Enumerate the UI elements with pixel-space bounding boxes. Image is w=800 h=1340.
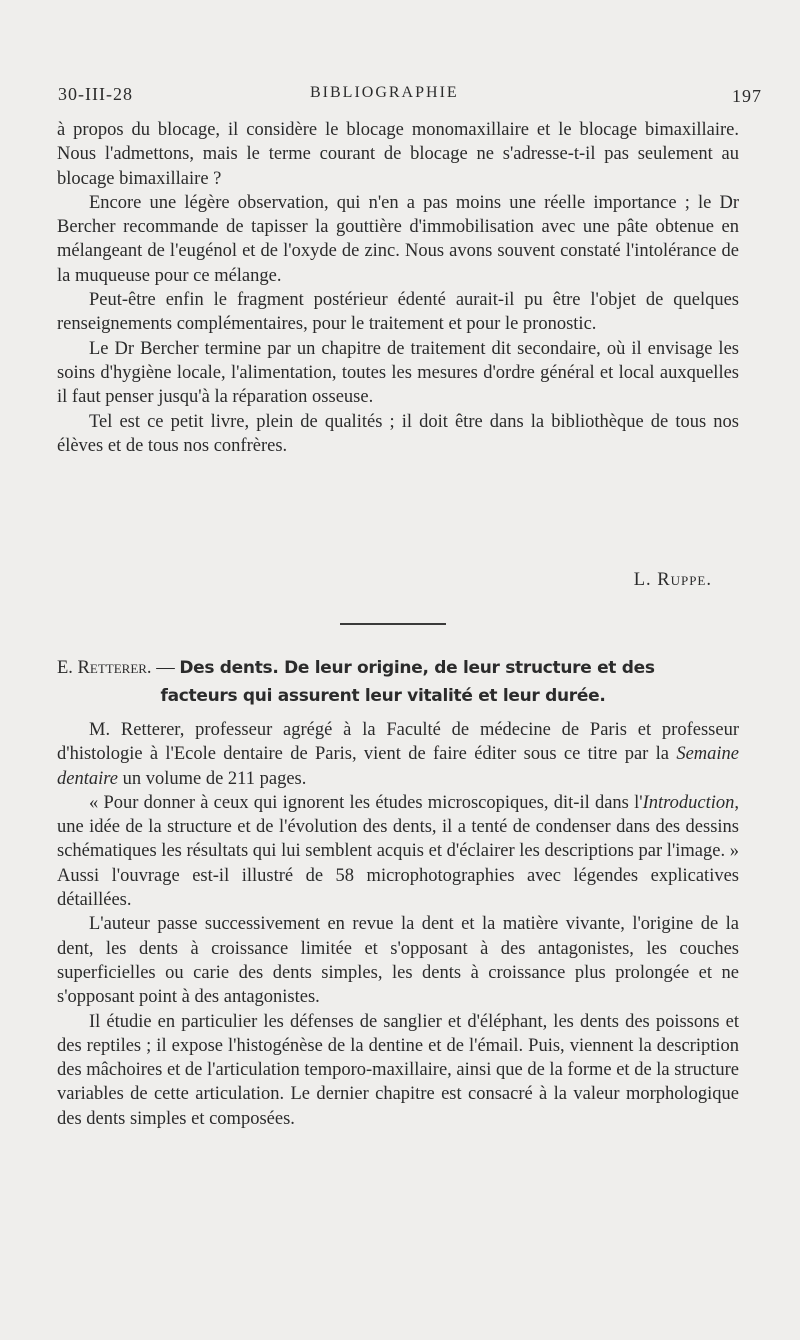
section-title: BIBLIOGRAPHIE — [310, 84, 459, 101]
article-author: E. Retterer. — [57, 658, 152, 678]
text-run: M. Retterer, professeur agrégé à la Faculté de médecine de Paris et professeur d'histologie à l'Ecole dentaire de Paris, vient de faire éditer sous ce titre par la — [57, 720, 739, 765]
paragraph: Il étudie en particulier les défenses de sanglier et d'éléphant, les dents des poissons et des reptiles ; il expose l'histogénèse de la dentine et de l'émail. Puis, viennent la description des mâchoires et de l'articulation temporo-maxillaire, ainsi que de la forme et de la structure variables de cette articulation. Le dernier chapitre est consacré à la valeur morphologique des dents simples et composées. — [57, 1011, 739, 1129]
heading-dash: — — [151, 658, 180, 678]
paragraph: Tel est ce petit livre, plein de qualités ; il doit être dans la bibliothèque de tous nos élèves et de tous nos confrères. — [57, 411, 739, 456]
review-continuation — [57, 118, 739, 458]
paragraph: Peut-être enfin le fragment postérieur édenté aurait-il pu être l'objet de quelques renseignements complémentaires, pour le traitement et pour le pronostic. — [57, 290, 739, 335]
article-title-line1: Des dents. De leur origine, de leur structure et des — [179, 658, 655, 678]
paragraph — [57, 791, 739, 912]
paragraph: à propos du blocage, il considère le blocage monomaxillaire et le blocage bimaxillaire. Nous l'admettons, mais le terme courant de blocage ne s'adresse-t-il pas seulement au blocage bimaxillaire ? — [57, 120, 739, 189]
running-header — [58, 84, 762, 114]
article-heading — [57, 654, 739, 710]
review-signature: L. Ruppe. — [633, 570, 712, 590]
article-body — [57, 718, 739, 1131]
paragraph: Le Dr Bercher termine par un chapitre de traitement dit secondaire, où il envisage les soins d'hygiène locale, l'alimentation, toutes les mesures d'ordre général et local auxquelles il faut penser jusqu'à la réparation osseuse. — [57, 338, 739, 408]
text-run: un volume de 211 pages. — [117, 768, 307, 789]
paragraph: Encore une légère observation, qui n'en a pas moins une réelle importance ; le Dr Bercher recommande de tapisser la gouttière d'immobilisation avec une pâte obtenue en mélangeant de l'eugénol et de l'oxyde de zinc. Nous avons souvent constaté l'intolérance de la muqueuse pour ce mélange. — [57, 192, 739, 286]
page-number: 197 — [732, 86, 762, 106]
journal-title: Semaine dentaire — [57, 744, 739, 789]
article-title-line2: facteurs qui assurent leur vitalité et leur durée. — [160, 686, 606, 706]
issue-date: 30-III-28 — [58, 84, 133, 104]
paragraph: L'auteur passe successivement en revue la dent et la matière vivante, l'origine de la dent, les dents à croissance limitée et s'opposant à des antagonistes, les couches superficielles ou carie des dents simples, les dents à croissance plus prolongée et ne s'opposant point à des antagonistes. — [57, 914, 739, 1008]
section-divider — [340, 623, 446, 625]
section-reference: Introduction — [642, 792, 735, 813]
text-run: « Pour donner à ceux qui ignorent les études microscopiques, dit-il dans l' — [89, 792, 643, 813]
paragraph — [57, 718, 739, 791]
text-run: , une idée de la structure et de l'évolution des dents, il a tenté de condenser dans des dessins schématiques les résultats qui lui semblent acquis et d'éclairer les descriptions par l'image. » Aussi l'ouvrage est-il illustré de 58 microphotographies avec légendes explicatives détaillées. — [57, 792, 739, 911]
